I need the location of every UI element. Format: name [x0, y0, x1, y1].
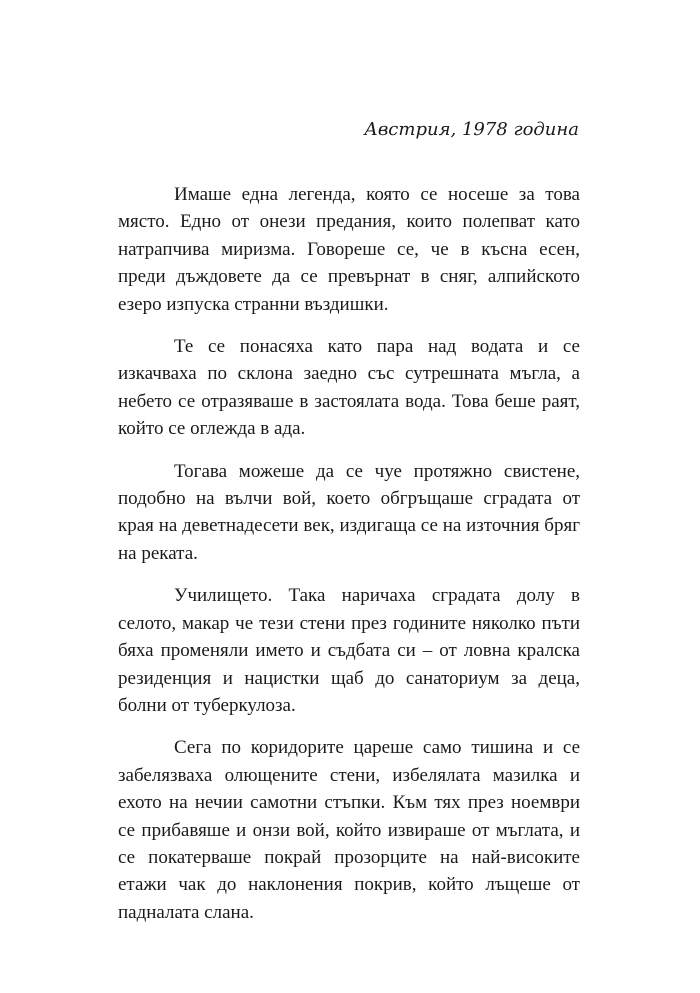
- paragraph-1: Имаше една легенда, която се носеше за това място. Едно от онези предания, които полепват като натрапчива миризма. Говореше се, че в късна есен, преди дъждовете да се превърнат в сняг, алпийското езеро изпуска странни въздишки.: [118, 184, 580, 315]
- paragraph-4: Училището. Така наричаха сградата долу в селото, макар че тези стени през годините няколко пъти бяха променяли името и съдбата си – от ловна кралска резиденция и нацистки щаб до санаториум за деца, болни от туберкулоза.: [118, 585, 580, 716]
- paragraph-5: Сега по коридорите цареше само тишина и се забелязваха олющените стени, избелялата мазилка и ехото на нечии самотни стъпки. Към тях през ноември се прибавяше и онзи вой, който извираше от мъглата, и се покатерваше покрай прозорците на най-високите етажи чак до наклонения покрив, който лъщеше от падналата слана.: [118, 737, 580, 923]
- body-text: [118, 181, 580, 941]
- paragraph-3: Тогава можеше да се чуе протяжно свистене, подобно на вълчи вой, което обгръщаше сградата от края на деветнадесети век, издигаща се на източния бряг на реката.: [118, 460, 580, 564]
- chapter-heading: Австрия, 1978 година: [364, 119, 579, 140]
- paragraph-2: Те се понасяха като пара над водата и се изкачваха по склона заедно със сутрешната мъгла, а небето се отразяваше в застоялата вода. Това беше раят, който се оглежда в ада.: [118, 336, 580, 440]
